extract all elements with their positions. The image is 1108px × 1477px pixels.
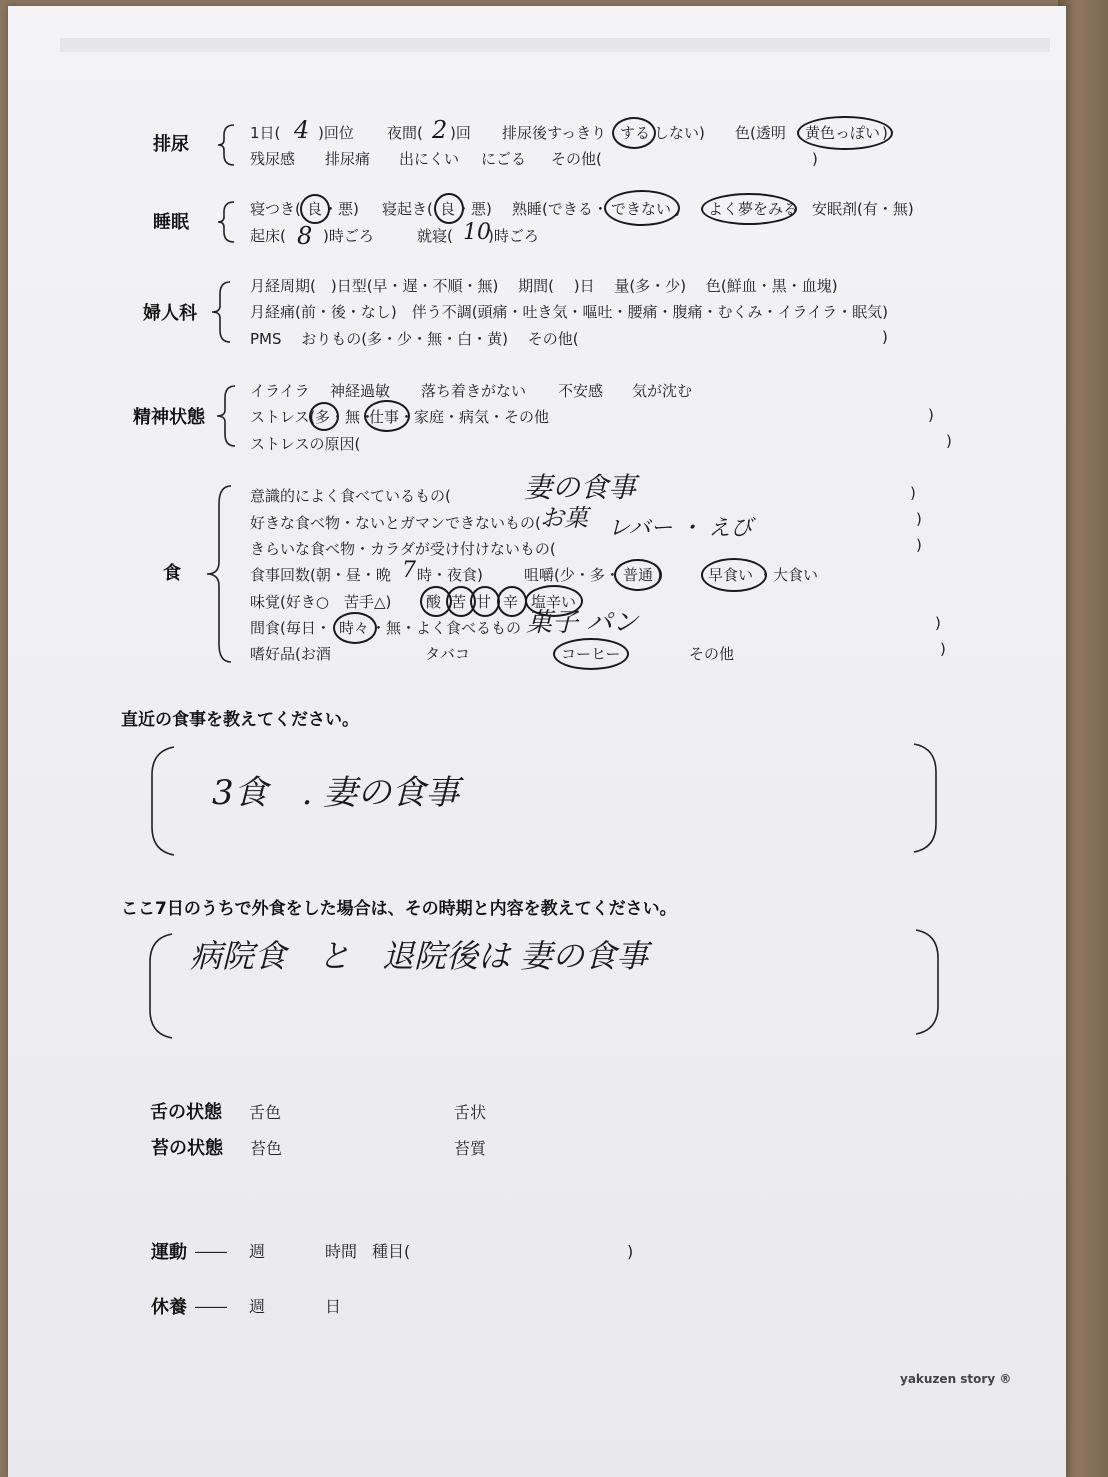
diet-luxury-close: ) <box>940 640 946 658</box>
urination-other: その他( <box>551 150 602 168</box>
bracket-eating-out-left <box>146 932 176 1040</box>
stress-cause-label: ストレスの原因( <box>250 435 361 453</box>
sleep-deep-close: ) <box>675 200 681 218</box>
coating-quality-label: 苔質 <box>454 1139 487 1158</box>
section-label-diet: 食 <box>163 563 181 584</box>
circle-mark <box>470 586 500 617</box>
coating-color-label: 苔色 <box>250 1139 283 1158</box>
section-label-sleep: 睡眠 <box>153 212 189 233</box>
sleep-bed-hour: 10 <box>463 220 491 245</box>
diet-favorite-close: ) <box>916 510 922 528</box>
diet-snack-answer: 菓子 パン <box>526 608 639 638</box>
urination-cloudy: にごる <box>481 150 527 168</box>
diet-meals-number: 7 <box>402 558 416 583</box>
sleep-pills: 安眠剤(有・無) <box>812 200 914 218</box>
sleep-wake-suffix: )時ごろ <box>323 227 374 245</box>
diet-chewing-close: ) <box>656 566 662 584</box>
diet-taste-label: 味覚(好き○ 苦手△) <box>250 593 392 611</box>
taste-salty: 塩辛い <box>531 593 577 611</box>
urination-pain: 排尿痛 <box>325 150 371 168</box>
eating-out-question: ここ7日のうちで外食をした場合は、その時期と内容を教えてください。 <box>121 899 677 919</box>
gyn-pms-row: PMS おりもの(多・少・無・白・黄) その他( <box>250 330 579 348</box>
rest-week: 週 <box>249 1297 266 1316</box>
sleep-dreams: よく夢をみる <box>708 200 799 218</box>
diet-favorite-label: 好きな食べ物・ないとガマンできないもの( <box>250 514 541 532</box>
mental-depressed: 気が沈む <box>632 382 693 400</box>
diet-luxury-label: 嗜好品(お酒 <box>250 645 331 663</box>
stress-none: ・無・ <box>330 408 376 426</box>
circle-mark <box>614 559 662 591</box>
section-label-mental: 精神状態 <box>133 407 205 428</box>
brand-logo: yakuzen story ® <box>900 1372 1012 1386</box>
bracket-recent-meal-left <box>148 745 178 857</box>
tongue-shape-label: 舌状 <box>454 1103 487 1122</box>
urination-night-count: 2 <box>432 116 448 144</box>
urination-after-no: しない) <box>654 124 705 142</box>
section-label-urination: 排尿 <box>153 134 189 155</box>
circle-mark <box>553 638 629 670</box>
brace-sleep <box>216 200 238 244</box>
rest-dash: ―― <box>195 1297 227 1316</box>
sleep-wake-hour: 8 <box>297 222 313 250</box>
circle-mark <box>497 586 527 617</box>
urination-day-prefix: 1日( <box>250 124 281 142</box>
urination-night-suffix: )回 <box>450 124 471 142</box>
mental-irritation: イライラ <box>250 382 310 400</box>
urination-after-yes: する <box>620 124 651 142</box>
rest-days: 日 <box>325 1297 342 1316</box>
sleep-waking-bad: ・悪) <box>456 200 492 218</box>
urination-day-count: 4 <box>294 116 310 144</box>
recent-meal-answer: 3食 . 妻の食事 <box>212 773 460 813</box>
diet-fast-eater: 早食い <box>708 566 754 584</box>
diet-luxury-coffee: コーヒー <box>561 645 621 663</box>
urination-color-yellow: 黄色っぽい <box>805 124 881 142</box>
diet-favorite-answer-1: お菓 <box>540 504 588 532</box>
urination-color-label: 色(透明 <box>735 124 786 142</box>
diet-favorite-answer-2: レバー ・ えび <box>608 516 753 541</box>
tongue-state-label: 舌の状態 <box>150 1102 222 1123</box>
taste-sweet: 甘 <box>476 593 492 611</box>
diet-snack-options: ・無・よく食べるもの <box>371 619 522 637</box>
exercise-label: 運動 <box>151 1242 187 1263</box>
taste-sour: 酸 <box>426 593 442 611</box>
urination-other-close: ) <box>812 150 818 168</box>
diet-often-answer: 妻の食事 <box>524 471 637 504</box>
recent-meal-question: 直近の食事を教えてください。 <box>121 710 359 730</box>
section-label-gynecology: 婦人科 <box>143 303 197 324</box>
sleep-bed-suffix: )時ごろ <box>488 227 539 245</box>
diet-snack-label: 間食(毎日・ <box>250 619 331 637</box>
stress-label: ストレス( <box>250 408 316 426</box>
diet-snack-sometimes: 時々 <box>339 619 370 637</box>
sleep-wake-prefix: 起床( <box>250 227 286 245</box>
stress-cause-close: ) <box>946 432 952 450</box>
stress-other-options: ・家庭・病気・その他 <box>399 408 550 426</box>
exercise-dash: ―― <box>195 1242 227 1261</box>
urination-night-prefix: 夜間( <box>387 124 423 142</box>
sleep-onset-good: 良 <box>307 200 323 218</box>
taste-bitter: 苦 <box>451 593 467 611</box>
circle-mark <box>604 190 680 226</box>
diet-often-close: ) <box>910 484 916 502</box>
exercise-hours: 時間 <box>325 1242 358 1261</box>
stress-close: ) <box>928 406 934 424</box>
brace-urination <box>216 123 238 167</box>
taste-spicy: 辛 <box>503 593 519 611</box>
urination-difficult: 出にくい <box>399 150 460 168</box>
sleep-onset-label: 寝つき( <box>250 200 301 218</box>
brace-gynecology <box>210 280 234 344</box>
exercise-week: 週 <box>249 1242 266 1261</box>
diet-dislike-close: ) <box>916 536 922 554</box>
urination-color-close: ) <box>882 124 888 142</box>
sleep-bed-prefix: 就寝( <box>417 227 453 245</box>
diet-meals-suffix: 時・夜食) <box>417 566 483 584</box>
sleep-onset-bad: ・悪) <box>323 200 359 218</box>
circle-mark <box>701 193 797 225</box>
brace-mental <box>215 384 239 448</box>
urination-residual: 残尿感 <box>250 150 296 168</box>
diet-snack-close: ) <box>935 614 941 632</box>
mental-nervous: 神経過敏 <box>330 382 391 400</box>
paper-top-band <box>60 38 1050 52</box>
diet-dislike-label: きらいな食べ物・カラダが受け付けないもの( <box>250 540 556 558</box>
gyn-cycle-row: 月経周期( )日型(早・遅・不順・無) 期間( )日 量(多・少) 色(鮮血・黒・血塊) <box>250 277 838 295</box>
rest-label: 休養 <box>151 1297 187 1318</box>
eating-out-answer: 病院食 と 退院後は 妻の食事 <box>190 937 649 975</box>
bracket-recent-meal-right <box>910 742 940 854</box>
brace-diet <box>205 484 235 664</box>
sleep-deep-cannot: できない <box>611 200 672 218</box>
sleep-waking-label: 寝起き( <box>382 200 433 218</box>
stress-work: 仕事 <box>369 408 400 426</box>
urination-after-label: 排尿後すっきり <box>502 124 607 142</box>
diet-often-label: 意識的によく食べているもの( <box>250 487 451 505</box>
diet-meals-label: 食事回数(朝・昼・晩 <box>250 566 391 584</box>
urination-day-suffix: )回位 <box>318 124 354 142</box>
mental-restless: 落ち着きがない <box>421 382 527 400</box>
sleep-waking-good: 良 <box>440 200 456 218</box>
exercise-type: 種目( <box>372 1242 411 1261</box>
coating-state-label: 苔の状態 <box>151 1138 223 1159</box>
mental-anxiety: 不安感 <box>558 382 604 400</box>
diet-luxury-tobacco: タバコ <box>425 645 470 663</box>
stress-many: 多 <box>315 408 331 426</box>
diet-big-eater: ・大食い <box>758 566 819 584</box>
exercise-type-close: ) <box>627 1242 634 1261</box>
sleep-deep-label: 熟睡(できる・ <box>512 200 608 218</box>
bracket-eating-out-right <box>912 928 942 1036</box>
diet-chewing-label: 咀嚼(少・多・ <box>524 566 620 584</box>
circle-mark <box>797 116 893 150</box>
tongue-color-label: 舌色 <box>249 1103 282 1122</box>
diet-chewing-normal: 普通 <box>623 566 654 584</box>
circle-mark <box>612 117 656 149</box>
gyn-pms-close: ) <box>882 328 888 346</box>
diet-luxury-other: その他 <box>689 645 735 663</box>
gyn-pain-row: 月経痛(前・後・なし) 伴う不調(頭痛・吐き気・嘔吐・腰痛・腹痛・むくみ・イライラ・眠気) <box>250 303 888 321</box>
